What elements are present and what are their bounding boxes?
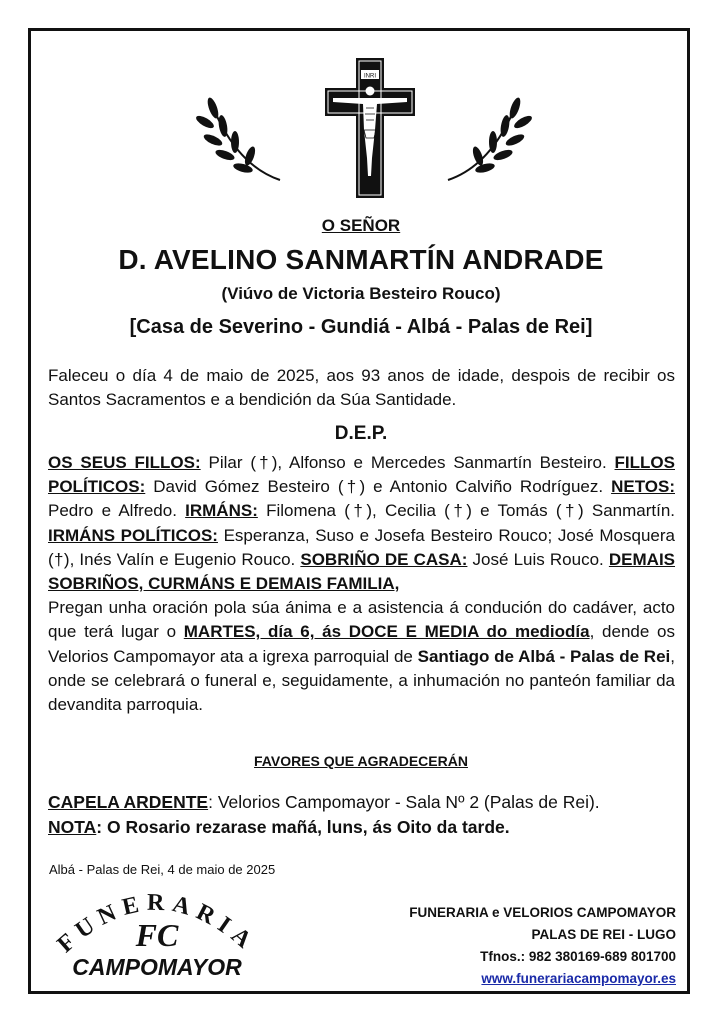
funeral-home-logo — [50, 880, 265, 980]
church: Santiago de Albá - Palas de Rei — [417, 646, 671, 666]
company-location: PALAS DE REI - LUGO — [531, 927, 676, 942]
chapel-label: CAPELA ARDENTE — [48, 792, 209, 812]
laurel-left-icon — [195, 90, 285, 185]
logo-bottom-text: CAMPOMAYOR — [72, 954, 242, 980]
company-website-link[interactable]: www.funerariacampomayor.es — [481, 971, 676, 986]
company-phones: Tfnos.: 982 380169-689 801700 — [480, 949, 676, 964]
chapel-text: : Velorios Campomayor - Sala Nº 2 (Palas de Rei). — [208, 792, 600, 812]
death-notice: Faleceu o día 4 de maio de 2025, aos 93 anos de idade, despois de recibir os Santos Sacramentos e a bendición da Súa Santidade. — [48, 366, 675, 410]
inlaws-label: FILLOS POLÍTICOS: — [48, 453, 675, 497]
request-text-2: , dende os Velorios Campomayor ata a igrexa parroquial de — [48, 622, 675, 666]
crucifix-icon — [325, 58, 415, 203]
grandchildren-label: NETOS: — [611, 477, 675, 497]
nephew-label: SOBRIÑO DE CASA: — [300, 549, 468, 569]
favors: FAVORES QUE AGRADECERÁN — [254, 753, 468, 769]
request-text-3: , onde se celebrará o funeral e, seguidamente, a inhumación no panteón familiar da devandita parroquia. — [48, 646, 675, 715]
logo-top-text: FUNERARIA — [52, 889, 262, 958]
nephew: José Luis Rouco. — [467, 549, 609, 569]
dep: D.E.P. — [334, 423, 388, 444]
date-line: Albá - Palas de Rei, 4 de maio de 2025 — [49, 862, 276, 877]
company-name: FUNERARIA e VELORIOS CAMPOMAYOR — [409, 905, 676, 920]
children-label: OS SEUS FILLOS: — [48, 453, 201, 472]
grandchildren: Pedro e Alfredo. — [48, 501, 186, 521]
request-text-1: Pregan unha oración pola súa ánima e a asistencia á condución do cadáver, acto que terá lugar o — [48, 598, 675, 642]
note-label: NOTA — [48, 817, 97, 837]
logo-monogram: FC — [135, 917, 179, 953]
chapel-and-note — [48, 790, 675, 840]
deceased-name: D. AVELINO SANMARTÍN ANDRADE — [118, 244, 604, 275]
family-list — [48, 451, 675, 717]
siblings: Filomena (†), Cecilia (†) e Tomás (†) Sanmartín. — [257, 501, 675, 521]
house-location: [Casa de Severino - Gundiá - Albá - Palas de Rei] — [129, 316, 593, 338]
widower-of: (Viúvo de Victoria Besteiro Rouco) — [221, 284, 501, 303]
company-info — [409, 902, 676, 990]
laurel-right-icon — [443, 90, 533, 185]
siblings-inlaw-label: IRMÁNS POLÍTICOS: — [48, 525, 218, 545]
inlaws: David Gómez Besteiro (†) e Antonio Calviño Rodríguez. — [145, 477, 612, 497]
svg-text:INRI: INRI — [364, 73, 376, 80]
siblings-label: IRMÁNS: — [185, 501, 258, 521]
children: Pilar (†), Alfonso e Mercedes Sanmartín Besteiro. — [200, 453, 615, 472]
siblings-inlaw: Esperanza, Suso e Josefa Besteiro Rouco; José Mosquera (†), Inés Valín e Eugenio Rouco. — [48, 525, 675, 569]
note-text: : O Rosario rezarase mañá, luns, ás Oito da tarde. — [96, 817, 510, 837]
ceremony-time: MARTES, día 6, ás DOCE E MEDIA do mediodía — [183, 622, 590, 642]
others-label: DEMAIS SOBRIÑOS, CURMÁNS E DEMAIS FAMILIA, — [48, 549, 676, 594]
honorific: O SEÑOR — [321, 216, 401, 235]
